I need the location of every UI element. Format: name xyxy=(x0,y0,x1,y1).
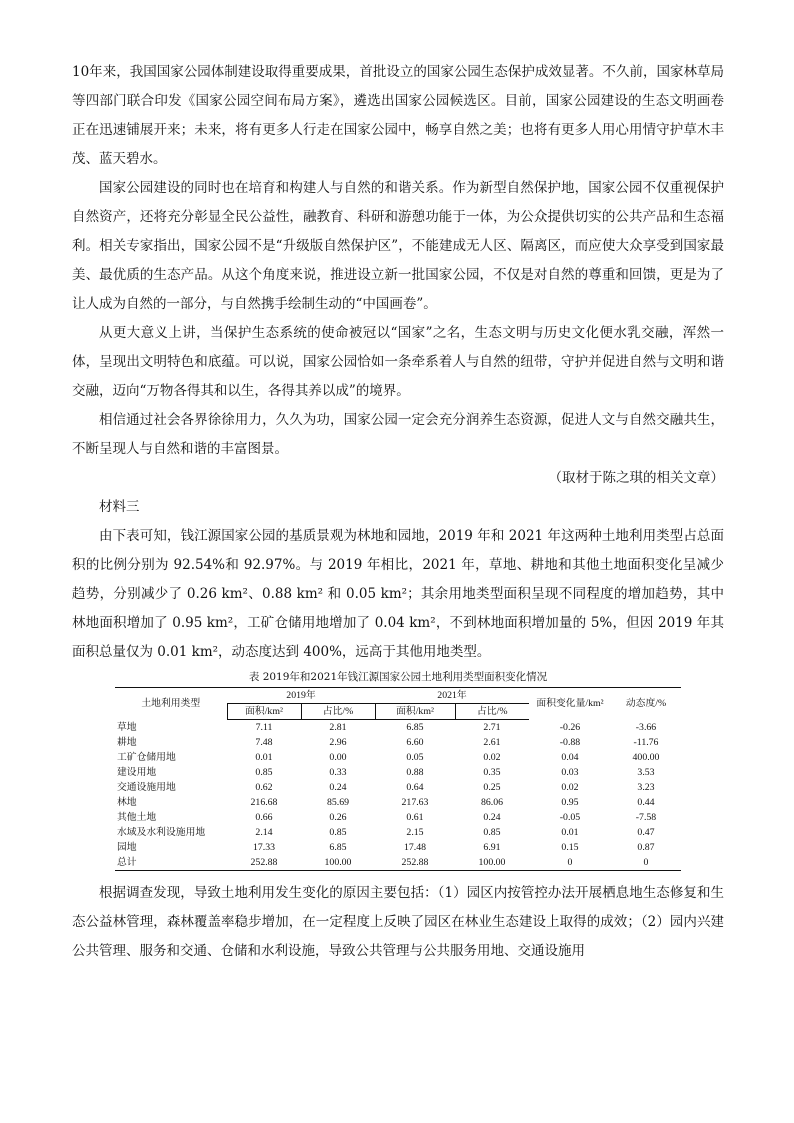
area-2019-cell: 0.01 xyxy=(255,752,273,763)
header-land-type: 土地利用类型 xyxy=(115,688,227,720)
article-paragraph: 相信通过社会各界徐徐用力，久久为功，国家公园一定会充分润养生态资源，促进人文与自然交融共生，不断呈现人与自然和谐的丰富图景。 xyxy=(72,412,724,457)
table-row xyxy=(115,750,681,765)
dynamic-degree-cell: -7.58 xyxy=(635,812,657,823)
table-row xyxy=(115,795,681,810)
area-2021-cell: 217.63 xyxy=(401,797,429,808)
table-row xyxy=(115,735,681,750)
area-change-cell: 0.01 xyxy=(561,827,579,838)
header-2019-area: 面积/km² xyxy=(227,704,301,720)
area-2019-cell: 17.33 xyxy=(252,842,276,853)
header-year-2021: 2021年 xyxy=(375,688,529,704)
share-2021-cell: 0.25 xyxy=(483,782,501,793)
share-2019-cell: 2.96 xyxy=(329,737,347,748)
share-2021-cell: 0.35 xyxy=(483,767,501,778)
area-change-cell: 0.02 xyxy=(561,782,579,793)
article-paragraph: 国家公园建设的同时也在培育和构建人与自然的和谐关系。作为新型自然保护地，国家公园不仅重视保护自然资产，还将充分彰显全民公益性，融教育、科研和游憩功能于一体，为公众提供切实的公共产品和生态福利。相关专家指出，国家公园不是“升级版自然保护区”，不能建成无人区、隔离区，而应使大众享受到国家最美、最优质的生态产品。从这个角度来说，推进设立新一批国家公园，不仅是对自然的尊重和回馈，更是为了让人成为自然的一部分，与自然携手绘制生动的“中国画卷”。 xyxy=(72,180,724,312)
dynamic-degree-cell: -3.66 xyxy=(635,721,657,733)
article-body xyxy=(72,58,724,464)
dynamic-degree-cell: 0.47 xyxy=(637,827,655,838)
area-2021-cell: 6.85 xyxy=(406,722,424,733)
table-row xyxy=(115,840,681,855)
area-2019-cell: 216.68 xyxy=(250,797,278,808)
area-2021-cell: 6.60 xyxy=(406,737,424,748)
area-change-cell: -0.88 xyxy=(559,737,581,748)
share-2021-cell: 0.24 xyxy=(483,812,501,823)
area-2021-cell: 0.61 xyxy=(406,812,424,823)
share-2019-cell: 0.85 xyxy=(329,827,347,838)
intro-paragraph: 由下表可知，钱江源国家公园的基质景观为林地和园地，2019 年和 2021 年这两种土地利用类型占总面积的比例分别为 92.54%和 92.97%。与 2019 年相比，2021 年，草地、耕地和其他土地面积变化呈减少趋势，分别减少了 0.26 km²、0.88 km² 和 0.05 km²；其余用地类型面积呈现不同程度的增加趋势，其中林地面积增加了 0.95 km²，工矿仓储用地增加了 0.04 km²，不到林地面积增加量的 5%，但因 2019 年其面积总量仅为 0.01 km²，动态度达到 400%，远高于其他用地类型。 xyxy=(72,528,724,660)
header-year-2019: 2019年 xyxy=(227,688,375,704)
article-paragraph: 10年来，我国国家公园体制建设取得重要成果，首批设立的国家公园生态保护成效显著。不久前，国家林草局等四部门联合印发《国家公园空间布局方案》，遴选出国家公园候选区。目前，国家公园建设的生态文明画卷正在迅速铺展开来；未来，将有更多人行走在国家公园中，畅享自然之美；也将有更多人用心用情守护草木丰茂、蓝天碧水。 xyxy=(72,64,724,167)
land-type-cell: 园地 xyxy=(117,842,137,853)
dynamic-degree-cell: 0.44 xyxy=(637,797,655,808)
land-type-cell: 林地 xyxy=(117,797,137,808)
share-2019-cell: 0.24 xyxy=(329,782,347,793)
share-2019-cell: 85.69 xyxy=(326,797,350,808)
area-2021-cell: 0.05 xyxy=(406,752,424,763)
table-row xyxy=(115,720,681,736)
header-2021-share: 占比/% xyxy=(455,704,529,720)
dynamic-degree-cell: -11.76 xyxy=(633,737,659,748)
share-2021-cell: 0.85 xyxy=(483,827,501,838)
material-heading: 材料三 xyxy=(99,499,140,515)
share-2019-cell: 2.81 xyxy=(329,722,347,733)
table-row xyxy=(115,810,681,825)
land-type-cell: 耕地 xyxy=(117,737,137,748)
area-change-cell: 0.04 xyxy=(561,752,579,763)
dynamic-degree-cell: 0.87 xyxy=(637,842,655,853)
dynamic-degree-cell: 400.00 xyxy=(632,752,660,763)
dynamic-degree-cell: 0 xyxy=(611,855,681,871)
table-row xyxy=(115,825,681,840)
area-change-cell: 0.95 xyxy=(561,797,579,808)
share-2019-cell: 0.00 xyxy=(329,752,347,763)
table-body xyxy=(115,720,681,871)
dynamic-degree-cell: 3.53 xyxy=(637,767,655,778)
area-2019-cell: 7.48 xyxy=(255,737,273,748)
land-use-table xyxy=(115,687,681,871)
header-dynamic-degree: 动态度/% xyxy=(611,688,681,720)
area-2019-cell: 0.66 xyxy=(255,812,273,823)
land-type-cell: 建设用地 xyxy=(117,767,157,778)
area-2021-cell: 0.88 xyxy=(406,767,424,778)
share-2021-cell: 86.06 xyxy=(480,797,504,808)
area-2021-cell: 17.48 xyxy=(403,842,427,853)
area-2019-cell: 252.88 xyxy=(227,855,301,871)
share-2021-cell: 6.91 xyxy=(483,842,501,853)
area-2019-cell: 2.14 xyxy=(255,827,273,838)
source-note: （取材于陈之琪的相关文章） xyxy=(548,470,724,486)
closing-paragraph: 根据调查发现，导致土地利用发生变化的原因主要包括：（1）园区内按管控办法开展栖息地生态修复和生态公益林管理，森林覆盖率稳步增加，在一定程度上反映了园区在林业生态建设上取得的成效；（2）园内兴建公共管理、服务和交通、仓储和水利设施，导致公共管理与公共服务用地、交通设施用 xyxy=(72,885,724,959)
share-2021-cell: 2.71 xyxy=(483,722,501,733)
area-2019-cell: 0.85 xyxy=(255,767,273,778)
land-type-cell: 其他土地 xyxy=(117,812,157,823)
share-2021-cell: 2.61 xyxy=(483,737,501,748)
land-type-cell: 总计 xyxy=(115,855,227,871)
share-2019-cell: 0.26 xyxy=(329,812,347,823)
share-2019-cell: 0.33 xyxy=(329,767,347,778)
header-2019-share: 占比/% xyxy=(301,704,375,720)
land-type-cell: 草地 xyxy=(117,721,137,733)
table-row xyxy=(115,855,681,871)
share-2019-cell: 6.85 xyxy=(329,842,347,853)
share-2021-cell: 0.02 xyxy=(483,752,501,763)
header-area-change: 面积变化量/km² xyxy=(529,688,611,720)
area-change-cell: -0.05 xyxy=(559,812,581,823)
table-row xyxy=(115,765,681,780)
land-type-cell: 工矿仓储用地 xyxy=(117,752,176,763)
table-caption: 表 2019年和2021年钱江源国家公园土地利用类型面积变化情况 xyxy=(248,671,548,683)
land-type-cell: 交通设施用地 xyxy=(117,782,176,793)
area-change-cell: -0.26 xyxy=(559,721,581,733)
area-change-cell: 0 xyxy=(529,855,611,871)
share-2019-cell: 100.00 xyxy=(301,855,375,871)
header-2021-area: 面积/km² xyxy=(375,704,455,720)
dynamic-degree-cell: 3.23 xyxy=(637,782,655,793)
article-paragraph: 从更大意义上讲，当保护生态系统的使命被冠以“国家”之名，生态文明与历史文化便水乳交融，浑然一体，呈现出文明特色和底蕴。可以说，国家公园恰如一条牵系着人与自然的纽带，守护并促进自然与文明和谐交融，迈向“万物各得其和以生，各得其养以成”的境界。 xyxy=(72,325,724,399)
document-page xyxy=(72,58,724,966)
land-type-cell: 水域及水利设施用地 xyxy=(117,827,206,838)
area-2021-cell: 0.64 xyxy=(406,782,424,793)
area-change-cell: 0.03 xyxy=(561,767,579,778)
area-2019-cell: 0.62 xyxy=(255,782,273,793)
area-change-cell: 0.15 xyxy=(561,842,579,853)
share-2021-cell: 100.00 xyxy=(455,855,529,871)
area-2021-cell: 252.88 xyxy=(375,855,455,871)
table-row xyxy=(115,780,681,795)
area-2019-cell: 7.11 xyxy=(255,722,273,733)
area-2021-cell: 2.15 xyxy=(406,827,424,838)
